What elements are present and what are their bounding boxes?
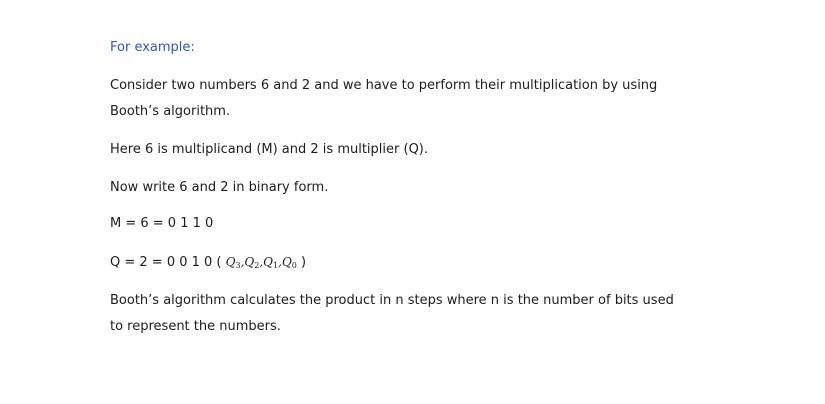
paragraph-intro-line-2: Booth’s algorithm. (110, 104, 231, 119)
q0-label: $Q_0$ (281, 255, 297, 270)
paragraph-binary-form: Now write 6 and 2 in binary form. (110, 180, 329, 195)
paragraph-intro-line-1: Consider two numbers 6 and 2 and we have to perform their multiplication by using (110, 78, 658, 93)
multiplier-binary-prefix: Q = 2 = 0 0 1 0 ( (110, 255, 226, 270)
q-bit-labels: $Q_3,Q_2,Q_1,Q_0$ (225, 255, 297, 270)
q3-label: $Q_3$ (225, 255, 241, 270)
q2-label: $Q_2$ (244, 255, 260, 270)
multiplicand-binary: M = 6 = 0 1 1 0 (110, 216, 214, 231)
section-heading: For example: (110, 40, 195, 55)
paragraph-steps-line-2: to represent the numbers. (110, 319, 281, 334)
q1-label: $Q_1$ (263, 255, 279, 270)
multiplier-binary (110, 254, 306, 274)
paragraph-multiplicand: Here 6 is multiplicand (M) and 2 is multiplier (Q). (110, 142, 429, 157)
paragraph-steps-line-1: Booth’s algorithm calculates the product in n steps where n is the number of bits used (110, 293, 674, 308)
multiplier-binary-suffix: ) (296, 255, 307, 270)
